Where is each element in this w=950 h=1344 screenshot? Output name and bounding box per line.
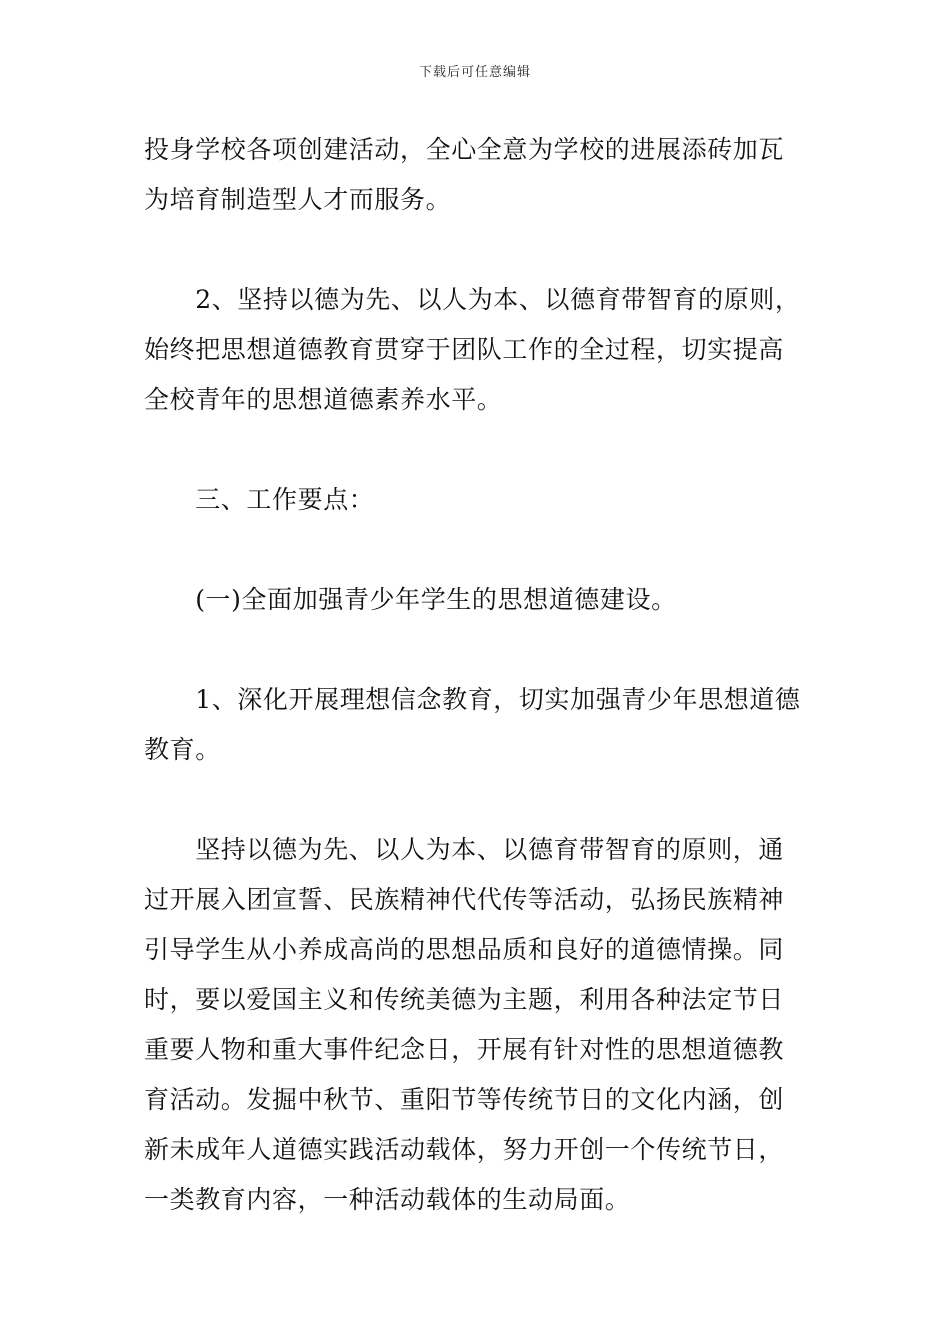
page-header: 下载后可任意编辑 [418, 65, 531, 80]
text-line: 1、深化开展理想信念教育，切实加强青少年思想道德 [144, 685, 801, 714]
text-line: 过开展入团宣誓、民族精神代代传等活动，弘扬民族精神 [144, 885, 785, 914]
text-line: 重要人物和重大事件纪念日，开展有针对性的思想道德教 [144, 1035, 785, 1064]
text-line: 新未成年人道德实践活动载体，努力开创一个传统节日， [144, 1135, 785, 1164]
text-line: 始终把思想道德教育贯穿于团队工作的全过程，切实提高 [144, 335, 785, 364]
text-line: 一类教育内容，一种活动载体的生动局面。 [144, 1185, 631, 1214]
subsection-heading: (一)全面加强青少年学生的思想道德建设。 [144, 585, 677, 614]
text-line: 为培育制造型人才而服务。 [144, 185, 452, 214]
text-line: 坚持以德为先、以人为本、以德育带智育的原则，通 [144, 835, 785, 864]
text-line: 教育。 [144, 735, 221, 764]
text-line: 育活动。发掘中秋节、重阳节等传统节日的文化内涵，创 [144, 1085, 785, 1114]
text-line: 投身学校各项创建活动，全心全意为学校的进展添砖加瓦 [144, 135, 785, 164]
section-heading: 三、工作要点： [144, 485, 375, 514]
text-line: 时，要以爱国主义和传统美德为主题，利用各种法定节日 [144, 985, 785, 1014]
text-line: 2、坚持以德为先、以人为本、以德育带智育的原则， [144, 285, 801, 314]
text-line: 全校青年的思想道德素养水平。 [144, 385, 503, 414]
text-line: 引导学生从小养成高尚的思想品质和良好的道德情操。同 [144, 935, 785, 964]
